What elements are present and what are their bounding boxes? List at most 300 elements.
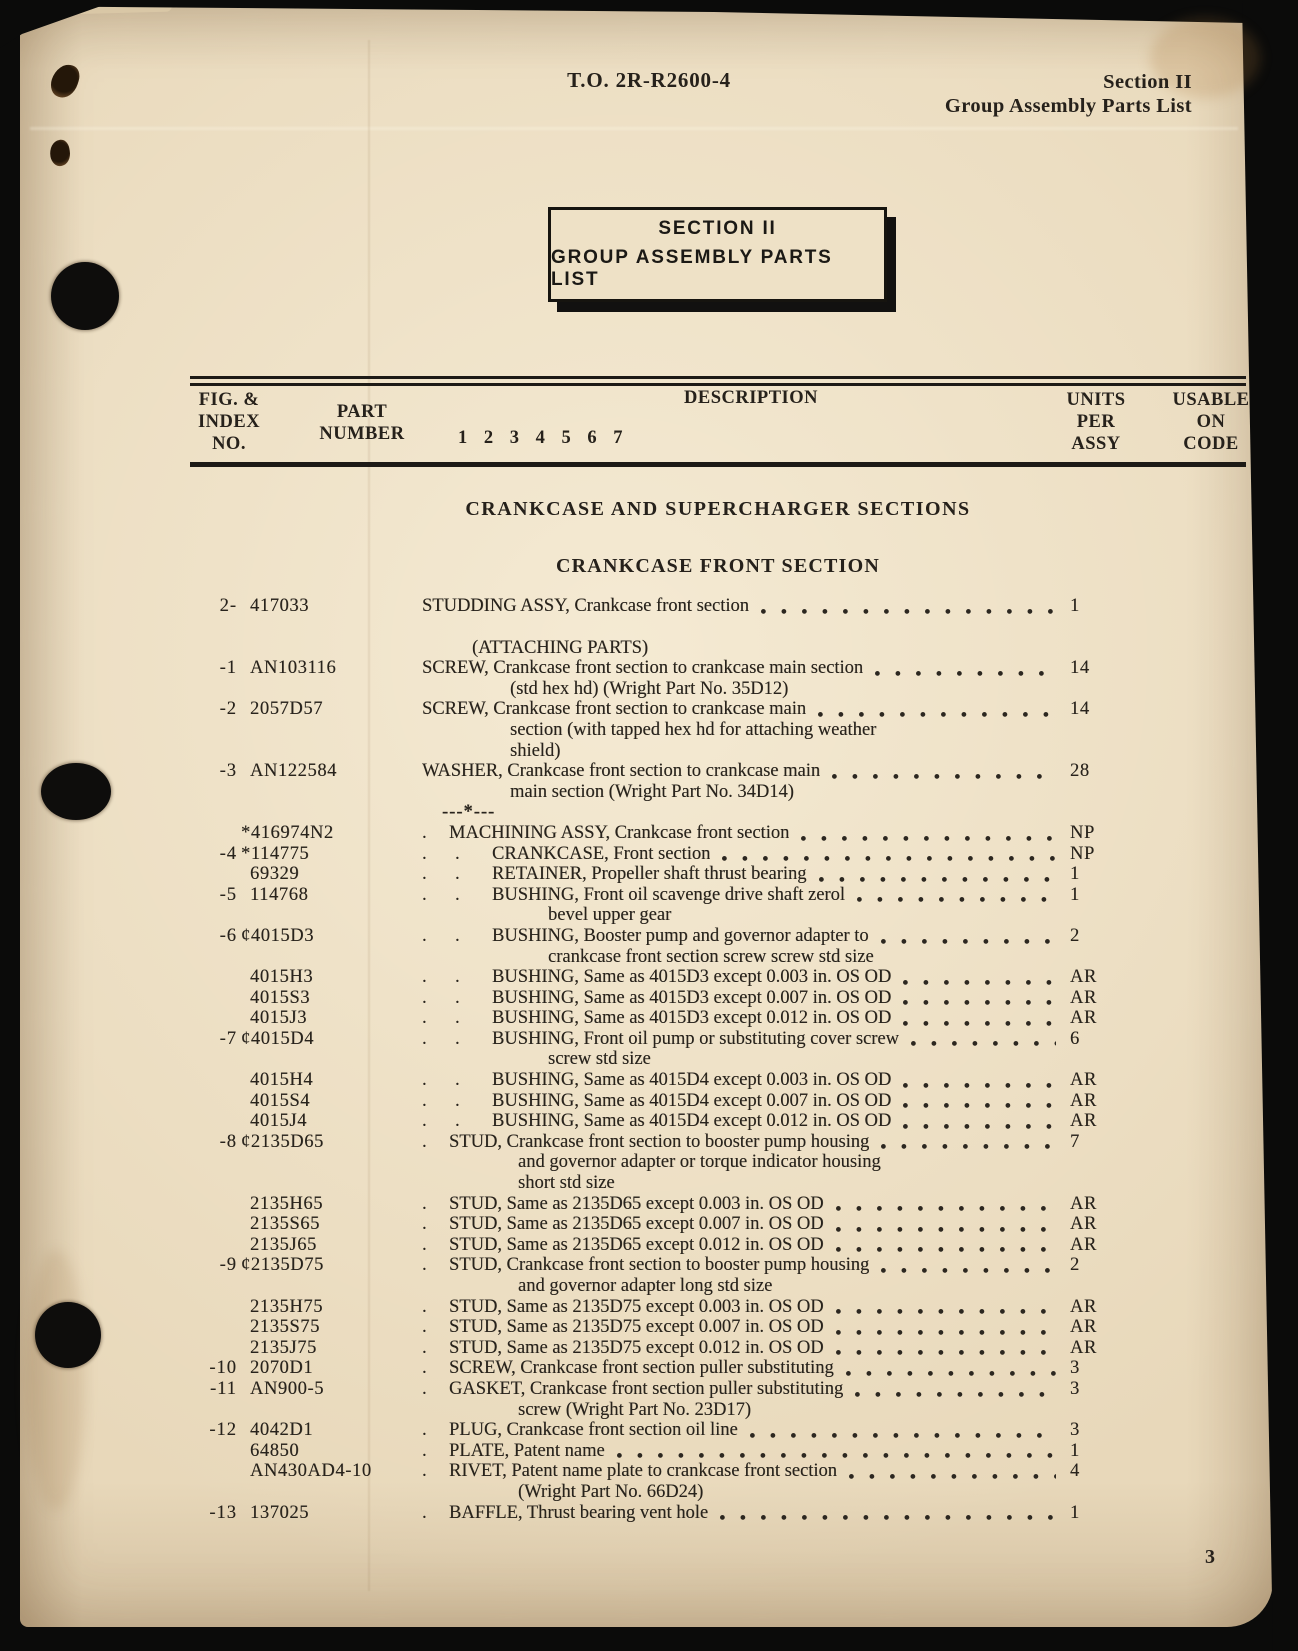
description-cell (422, 1214, 1070, 1235)
indent-dots: . . (422, 987, 460, 1008)
description-cell (422, 1091, 1070, 1112)
units-header-line: PER (1076, 412, 1116, 432)
column-header-units (1056, 389, 1136, 455)
description-line (422, 1503, 1070, 1524)
description-line (422, 844, 1070, 865)
part-description: WASHER, Crankcase front section to crankcase main (422, 761, 821, 782)
description-cell (422, 1317, 1070, 1338)
description-line (422, 1358, 1070, 1379)
description-line (422, 1214, 1070, 1235)
punch-hole (41, 763, 111, 820)
header-bottom-rule (190, 462, 1246, 467)
usable-header-line: USABLE (1172, 390, 1250, 410)
indent-dots: . . (422, 864, 460, 885)
description-line (422, 1029, 1070, 1050)
description-cell (422, 596, 1070, 617)
column-header-fig-index (194, 389, 264, 455)
part-description: SCREW, Crankcase front section to crankcase main section (422, 658, 864, 679)
units-cell: 4 (1070, 1461, 1080, 1482)
description-cell (422, 638, 1070, 659)
part-description: STUD, Same as 2135D65 except 0.012 in. OS OD (449, 1234, 824, 1255)
leader-dots (819, 877, 1057, 882)
indent-dot: . (422, 884, 427, 905)
scan-streak (30, 127, 1238, 130)
description-cell (422, 1441, 1070, 1462)
table-row (190, 1214, 1210, 1235)
table-row (190, 1070, 1210, 1091)
indent-dot: . (422, 925, 427, 946)
part-description: MACHINING ASSY, Crankcase front section (449, 822, 790, 843)
group-title: CRANKCASE AND SUPERCHARGER SECTIONS (465, 498, 971, 520)
part-description: BUSHING, Same as 4015D4 except 0.003 in. OS OD (492, 1070, 892, 1091)
description-line (422, 1235, 1070, 1256)
description-line (422, 885, 1070, 906)
part-number-cell: ¢4015D4 (241, 1028, 315, 1049)
indent-dots: . (422, 1131, 427, 1152)
part-description: PLATE, Patent name (449, 1440, 605, 1461)
leader-dots (903, 1124, 1056, 1129)
part-number-cell: 69329 (250, 864, 300, 885)
units-cell: AR (1070, 1296, 1097, 1317)
section-reference-line2: Group Assembly Parts List (944, 95, 1192, 117)
part-description: STUD, Same as 2135D75 except 0.012 in. OS OD (449, 1337, 824, 1358)
description-continuation: shield) (510, 740, 561, 761)
section-box-line1: SECTION II (658, 218, 777, 239)
attaching-parts-note (190, 638, 1210, 659)
table-row (190, 823, 1210, 844)
description-cell (422, 1008, 1070, 1029)
units-cell: 1 (1070, 596, 1080, 616)
table-row (190, 1338, 1210, 1359)
leader-dots (836, 1247, 1056, 1252)
indent-dots: . (422, 1234, 427, 1255)
indent-dot: . (422, 967, 427, 988)
column-header-description: DESCRIPTION (684, 388, 818, 408)
part-number-cell: AN430AD4-10 (250, 1461, 372, 1482)
fig-index-cell: -12 (209, 1420, 237, 1441)
description-cell (422, 802, 1070, 823)
fig-index-cell: -9 (219, 1255, 237, 1276)
table-row (190, 1503, 1210, 1524)
units-cell: 2 (1070, 1255, 1080, 1276)
fig-index-cell: -4 (219, 843, 237, 864)
leader-dots (836, 1206, 1056, 1211)
description-continuation: (Wright Part No. 66D24) (518, 1481, 704, 1502)
part-description: RETAINER, Propeller shaft thrust bearing (492, 864, 807, 885)
indent-dots: . (422, 1255, 427, 1276)
leader-dots (836, 1330, 1056, 1335)
indent-dots: . (422, 1440, 427, 1461)
description-cell (422, 1235, 1070, 1256)
leader-dots (836, 1350, 1056, 1355)
description-indent-levels: 1 2 3 4 5 6 7 (458, 428, 629, 448)
description-line (422, 1441, 1070, 1462)
table-row (190, 1029, 1210, 1070)
description-cell (422, 1297, 1070, 1318)
description-cell (422, 967, 1070, 988)
part-number-cell: 4015S3 (250, 987, 311, 1008)
fig-header-line: NO. (212, 434, 246, 454)
table-row (190, 1255, 1210, 1296)
part-number-cell: AN103116 (250, 658, 337, 679)
indent-dots: . (422, 1296, 427, 1317)
subsection-title: CRANKCASE FRONT SECTION (556, 555, 880, 577)
usable-header-line: ON (1196, 412, 1226, 432)
description-continuation: and governor adapter or torque indicator housing (518, 1152, 881, 1173)
units-cell: AR (1070, 987, 1097, 1008)
fig-index-cell: 2- (219, 596, 237, 616)
description-line (422, 1255, 1070, 1276)
description-cell (422, 823, 1070, 844)
part-description: STUD, Same as 2135D75 except 0.007 in. OS OD (449, 1317, 824, 1338)
units-cell: 14 (1070, 699, 1090, 720)
units-header-line: ASSY (1071, 434, 1121, 454)
description-line (422, 823, 1070, 844)
leader-dots (911, 1041, 1056, 1046)
units-cell: 2 (1070, 925, 1080, 946)
fig-index-cell: -5 (219, 884, 237, 905)
leader-dots (761, 609, 1056, 614)
indent-dots: . (422, 1214, 427, 1235)
part-number-cell: ¢4015D3 (241, 925, 315, 946)
indent-dot: . (422, 843, 427, 864)
description-cell (422, 699, 1070, 761)
indent-dots: . . (422, 1090, 460, 1111)
fig-index-cell: -10 (209, 1358, 237, 1379)
description-cell (422, 1111, 1070, 1132)
units-cell: 7 (1070, 1131, 1080, 1152)
punch-hole (35, 1302, 101, 1368)
description-line (422, 1111, 1070, 1132)
table-row (190, 1091, 1210, 1112)
part-description: BUSHING, Front oil pump or substituting cover screw (492, 1028, 899, 1049)
description-continuation: (std hex hd) (Wright Part No. 35D12) (510, 678, 789, 699)
part-number-cell: ¢2135D65 (241, 1131, 324, 1152)
leader-dots (836, 1227, 1056, 1232)
description-cell (422, 1420, 1070, 1441)
part-number-cell: 2057D57 (250, 699, 324, 720)
table-row (190, 864, 1210, 885)
table-row (190, 699, 1210, 761)
description-line (422, 1297, 1070, 1318)
leader-dots (857, 897, 1056, 902)
units-cell: AR (1070, 1070, 1097, 1091)
table-row (190, 1420, 1210, 1441)
description-line (422, 658, 1070, 679)
units-cell: AR (1070, 1111, 1097, 1132)
part-description: BAFFLE, Thrust bearing vent hole (449, 1502, 709, 1523)
table-row (190, 596, 1210, 617)
description-continuation: short std size (518, 1173, 615, 1194)
leader-dots (903, 1021, 1056, 1026)
part-number-cell: 2135S65 (250, 1214, 320, 1235)
indent-dot: . (422, 1111, 427, 1132)
leader-dots (836, 1309, 1056, 1314)
fig-header-line: INDEX (197, 412, 261, 432)
description-line (422, 1420, 1070, 1441)
description-line (422, 988, 1070, 1009)
description-line (422, 596, 1070, 617)
units-cell: 1 (1070, 1502, 1080, 1523)
part-description: RIVET, Patent name plate to crankcase front section (449, 1461, 838, 1482)
description-cell (422, 926, 1070, 967)
leader-dots (818, 712, 1056, 717)
description-cell (422, 658, 1070, 699)
description-line (422, 761, 1070, 782)
fig-index-cell: -7 (219, 1028, 237, 1049)
description-continuation: and governor adapter long std size (518, 1276, 773, 1296)
table-row (190, 1132, 1210, 1194)
fig-index-cell: -11 (210, 1378, 237, 1399)
leader-dots (801, 836, 1056, 841)
indent-dots: . (422, 822, 427, 843)
leader-dots (846, 1371, 1056, 1376)
table-row (190, 1461, 1210, 1502)
indent-dot: . (422, 1090, 427, 1111)
leader-dots (617, 1453, 1056, 1458)
part-number-cell: *416974N2 (241, 822, 334, 843)
part-number-cell: AN900-5 (250, 1378, 325, 1399)
part-description: CRANKCASE, Front section (492, 843, 711, 864)
indent-dots: . . (422, 925, 460, 946)
indent-dots: . . (422, 843, 460, 864)
description-cell (422, 844, 1070, 865)
units-cell: 1 (1070, 884, 1080, 905)
description-continuation: crankcase front section screw screw std size (548, 946, 874, 967)
indent-dot: . (422, 864, 427, 885)
indent-dot: . (422, 1008, 427, 1029)
indent-dots: . (422, 1358, 427, 1379)
indent-dots: . (422, 1317, 427, 1338)
part-description: STUDDING ASSY, Crankcase front section (422, 596, 749, 616)
part-number-cell: 2135H65 (250, 1193, 324, 1214)
indent-dots: . (422, 1461, 427, 1482)
section-reference-line1: Section II (1103, 71, 1192, 93)
fig-header-line: FIG. & (198, 390, 260, 410)
leader-dots (903, 980, 1056, 985)
units-cell: 1 (1070, 1440, 1080, 1461)
table-row (190, 926, 1210, 967)
table-row (190, 1235, 1210, 1256)
section-box-line2: GROUP ASSEMBLY PARTS LIST (551, 247, 833, 290)
description-cell (422, 1358, 1070, 1379)
leader-dots (881, 939, 1056, 944)
units-cell: 6 (1070, 1028, 1080, 1049)
leader-dots (881, 1268, 1056, 1273)
group-separator (190, 802, 1210, 823)
fig-index-cell: -2 (219, 699, 237, 720)
table-row (190, 988, 1210, 1009)
units-cell: 3 (1070, 1420, 1080, 1441)
units-cell: AR (1070, 1090, 1097, 1111)
part-header-line: NUMBER (319, 424, 405, 444)
part-number-cell: 2070D1 (250, 1358, 314, 1379)
description-line (422, 1070, 1070, 1091)
units-cell: 28 (1070, 761, 1090, 782)
fig-index-cell: -13 (209, 1502, 237, 1523)
part-number-cell: 4015J4 (250, 1111, 308, 1132)
column-header-part-number (312, 401, 412, 445)
units-cell: 3 (1070, 1378, 1080, 1399)
usable-header-line: CODE (1183, 434, 1239, 454)
indent-dots: . . (422, 1070, 460, 1091)
part-number-cell: 114768 (250, 884, 309, 905)
units-cell: AR (1070, 1317, 1097, 1338)
description-cell (422, 1194, 1070, 1215)
part-number-cell: ¢2135D75 (241, 1255, 324, 1276)
table-row (190, 1317, 1210, 1338)
description-line (422, 1132, 1070, 1153)
part-number-cell: 4015H4 (250, 1070, 314, 1091)
units-cell: AR (1070, 1234, 1097, 1255)
part-number-cell: 137025 (250, 1502, 310, 1523)
part-description: BUSHING, Same as 4015D4 except 0.012 in. OS OD (492, 1111, 892, 1132)
leader-dots (903, 1083, 1056, 1088)
units-cell: NP (1070, 822, 1095, 843)
units-cell: AR (1070, 1214, 1097, 1235)
description-line (422, 1317, 1070, 1338)
page-stain (26, 1250, 86, 1510)
description-line (422, 1379, 1070, 1400)
part-description: BUSHING, Same as 4015D4 except 0.007 in. OS OD (492, 1090, 892, 1111)
indent-dots: . (422, 1378, 427, 1399)
table-row (190, 1297, 1210, 1318)
table-row (190, 761, 1210, 802)
description-continuation: section (with tapped hex hd for attaching weather (510, 719, 877, 740)
description-line (422, 1338, 1070, 1359)
description-cell (422, 1255, 1070, 1296)
part-number-cell: 2135S75 (250, 1317, 320, 1338)
part-description: BUSHING, Front oil scavenge drive shaft zerol (492, 884, 845, 905)
table-row (190, 1008, 1210, 1029)
description-cell (422, 1379, 1070, 1420)
description-line (422, 864, 1070, 885)
part-number-cell: 2135H75 (250, 1296, 324, 1317)
units-cell: 1 (1070, 864, 1080, 885)
page-number: 3 (1205, 1546, 1215, 1568)
part-number-cell: 4042D1 (250, 1420, 314, 1441)
units-cell: AR (1070, 967, 1097, 988)
fig-index-cell: -6 (219, 925, 237, 946)
description-continuation: bevel upper gear (548, 905, 672, 926)
description-continuation: screw std size (548, 1049, 651, 1070)
leader-dots (903, 1103, 1056, 1108)
header-top-rule (190, 376, 1246, 386)
description-line (422, 1008, 1070, 1029)
table-header (190, 376, 1250, 471)
part-description: STUD, Crankcase front section to booster pump housing (449, 1131, 870, 1152)
note-text: (ATTACHING PARTS) (472, 637, 649, 658)
description-continuation: screw (Wright Part No. 23D17) (518, 1399, 752, 1420)
indent-dots: . . (422, 1028, 460, 1049)
section-title-box (548, 207, 887, 302)
indent-dots: . (422, 1420, 427, 1441)
leader-dots (849, 1474, 1056, 1479)
units-header-line: UNITS (1066, 390, 1126, 410)
indent-dot: . (422, 1070, 427, 1091)
indent-dots: . (422, 1337, 427, 1358)
part-description: STUD, Same as 2135D65 except 0.007 in. OS OD (449, 1214, 824, 1235)
part-number-cell: 64850 (250, 1440, 300, 1461)
description-line (422, 1461, 1070, 1482)
indent-dots: . . (422, 1111, 460, 1132)
parts-list (190, 596, 1210, 1523)
table-row (190, 1194, 1210, 1215)
part-description: BUSHING, Same as 4015D3 except 0.012 in. OS OD (492, 1008, 892, 1029)
description-cell (422, 761, 1070, 802)
part-description: BUSHING, Same as 4015D3 except 0.007 in. OS OD (492, 987, 892, 1008)
units-cell: NP (1070, 843, 1095, 864)
units-cell: AR (1070, 1337, 1097, 1358)
part-description: BUSHING, Booster pump and governor adapter to (492, 925, 869, 946)
leader-dots (903, 1000, 1056, 1005)
column-header-usable (1171, 389, 1251, 455)
description-cell (422, 1461, 1070, 1502)
table-row (190, 1111, 1210, 1132)
description-cell (422, 1070, 1070, 1091)
description-cell (422, 864, 1070, 885)
description-cell (422, 988, 1070, 1009)
description-cell (422, 1132, 1070, 1194)
description-cell (422, 1029, 1070, 1070)
table-row (190, 1441, 1210, 1462)
indent-dots: . . (422, 1008, 460, 1029)
part-description: BUSHING, Same as 4015D3 except 0.003 in. OS OD (492, 967, 892, 988)
leader-dots (875, 671, 1056, 676)
part-number-cell: 4015S4 (250, 1090, 311, 1111)
section-reference (800, 70, 1192, 118)
part-number-cell: 417033 (250, 596, 310, 616)
part-description: STUD, Same as 2135D75 except 0.003 in. OS OD (449, 1296, 824, 1317)
table-row (190, 885, 1210, 926)
part-number-cell: *114775 (241, 843, 310, 864)
fig-index-cell: -1 (219, 658, 237, 679)
punch-hole (51, 262, 119, 330)
indent-dot: . (422, 1028, 427, 1049)
part-description: SCREW, Crankcase front section to crankcase main (422, 699, 807, 720)
description-line (422, 926, 1070, 947)
table-row (190, 1379, 1210, 1420)
indent-dots: . . (422, 884, 460, 905)
part-header-line: PART (336, 402, 388, 422)
units-cell: 3 (1070, 1358, 1080, 1379)
part-description: STUD, Crankcase front section to booster pump housing (449, 1255, 870, 1276)
units-cell: AR (1070, 1008, 1097, 1029)
part-number-cell: 4015H3 (250, 967, 314, 988)
leader-dots (750, 1433, 1056, 1438)
document-number: T.O. 2R-R2600-4 (567, 68, 731, 92)
leader-dots (832, 774, 1056, 779)
description-continuation: main section (Wright Part No. 34D14) (510, 781, 794, 802)
leader-dots (722, 856, 1056, 861)
part-description: GASKET, Crankcase front section puller substituting (449, 1378, 844, 1399)
part-description: SCREW, Crankcase front section puller substituting (449, 1358, 834, 1379)
units-cell: AR (1070, 1193, 1097, 1214)
units-cell: 14 (1070, 658, 1090, 679)
indent-dots: . (422, 1193, 427, 1214)
part-description: STUD, Same as 2135D65 except 0.003 in. OS OD (449, 1193, 824, 1214)
description-cell (422, 1503, 1070, 1524)
description-cell (422, 885, 1070, 926)
part-description: PLUG, Crankcase front section oil line (449, 1420, 738, 1441)
description-cell (422, 1338, 1070, 1359)
table-row (190, 1358, 1210, 1379)
description-line (422, 967, 1070, 988)
part-number-cell: AN122584 (250, 761, 338, 782)
description-line (422, 1194, 1070, 1215)
leader-dots (720, 1515, 1056, 1520)
fig-index-cell: -8 (219, 1131, 237, 1152)
